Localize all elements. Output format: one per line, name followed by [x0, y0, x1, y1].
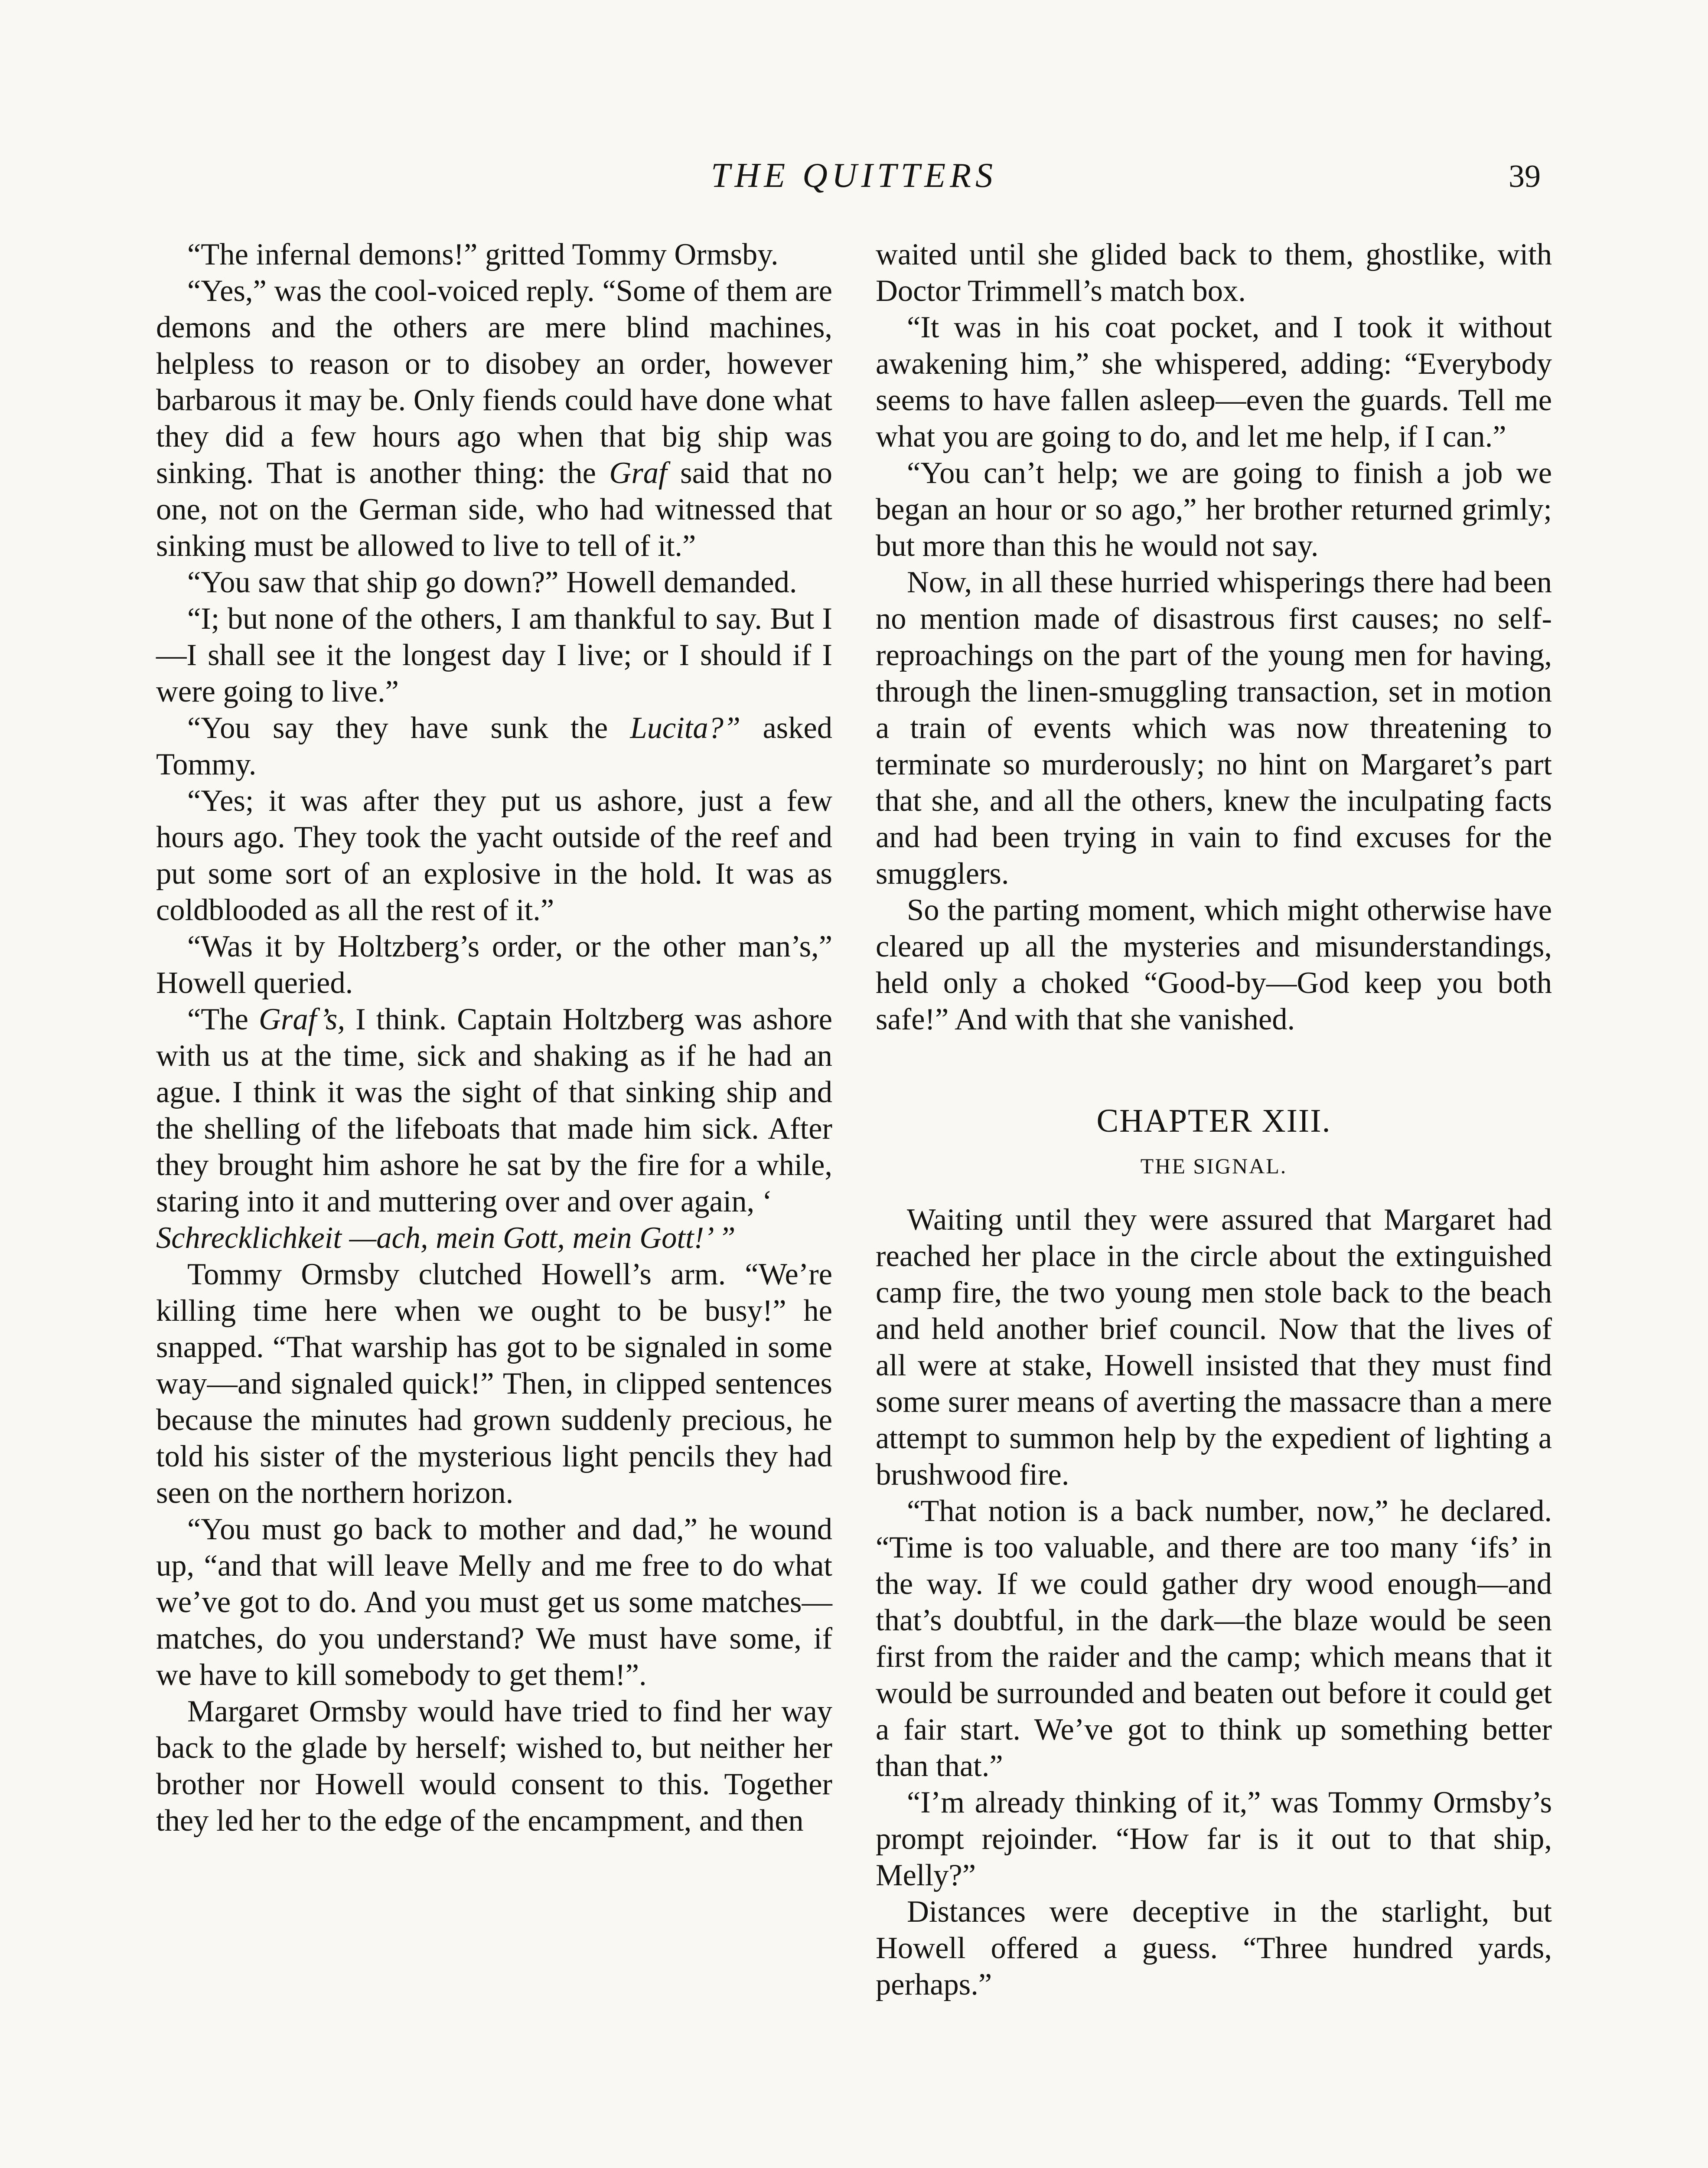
paragraph: [156, 1220, 832, 1256]
right-column-chapter-paragraphs: [876, 1202, 1552, 2003]
chapter-subtitle: THE SIGNAL.: [1140, 1154, 1288, 1178]
paragraph: [156, 783, 832, 928]
italic-text: Graf’s,: [258, 1002, 346, 1036]
paragraph-text: Distances were deceptive in the starlight, but Howell offered a guess. “Three hundred yards, perhaps.”: [876, 1895, 1552, 2001]
paragraph: [156, 710, 832, 783]
paragraph-text: So the parting moment, which might otherwise have cleared up all the mysteries and misunderstandings, held only a choked “Good-by—God keep you both safe!” And with that she vanished.: [876, 893, 1552, 1036]
paragraph-text: “Yes,” was the cool-voiced reply. “Some of them are demons and the others are mere blind machines, helpless to reason or to disobey an order, however barbarous it may be. Only fiends could have done what they did a few hours ago when that big ship was sinking. That is another thing: the: [156, 274, 832, 490]
italic-text: Graf: [609, 456, 667, 490]
paragraph: [876, 564, 1552, 892]
paragraph: [876, 236, 1552, 309]
right-text-column: [876, 236, 1552, 2003]
paragraph-text: “You say they have sunk the: [187, 711, 630, 745]
paragraph: [156, 1511, 832, 1693]
paragraph: [876, 1202, 1552, 1493]
paragraph-text: “The: [187, 1002, 259, 1036]
paragraph-text: Tommy Ormsby clutched Howell’s arm. “We’re killing time here when we ought to be busy!” he snapped. “That warship has got to be signaled in some way—and signaled quick!” Then, in clipped sentences because the minutes had grown suddenly precious, he told his sister of the mysterious light pencils they had seen on the northern horizon.: [156, 1257, 832, 1510]
paragraph-text: said that no one, not on the German side, who had witnessed that sinking must be allowed to live to tell of it.”: [156, 456, 832, 563]
paragraph: [876, 1894, 1552, 2003]
left-text-column: [156, 236, 832, 1839]
paragraph: [156, 928, 832, 1001]
italic-text: Lucita?”: [630, 711, 741, 745]
paragraph: [156, 564, 832, 601]
paragraph: [156, 601, 832, 710]
paragraph-text: waited until she glided back to them, ghostlike, with Doctor Trimmell’s match box.: [876, 238, 1552, 308]
paragraph-text: Margaret Ormsby would have tried to find her way back to the glade by herself; wished to, but neither her brother nor Howell would consent to this. Together they led her to the edge of the encampment, and then: [156, 1695, 832, 1838]
page-number: 39: [1509, 159, 1541, 194]
paragraph: [156, 273, 832, 564]
paragraph-text: “That notion is a back number, now,” he declared. “Time is too valuable, and there are too many ‘ifs’ in the way. If we could gather dry wood enough—and that’s doubtful, in the dark—the blaze would be seen first from the raider and the camp; which means that it would be surrounded and beaten out before it could get a fair start. We’ve got to think up something better than that.”: [876, 1494, 1552, 1783]
paragraph: [156, 1001, 832, 1220]
paragraph-text: Waiting until they were assured that Margaret had reached her place in the circle about the extinguished camp fire, the two young men stole back to the beach and held another brief council. Now that the lives of all were at stake, Howell insisted that they must find some surer means of averting the massacre than a mere attempt to summon help by the expedient of lighting a brushwood fire.: [876, 1203, 1552, 1492]
paragraph: [876, 455, 1552, 564]
paragraph-text: “Was it by Holtzberg’s order, or the other man’s,” Howell queried.: [156, 930, 832, 1000]
paragraph: [156, 1256, 832, 1511]
paragraph-text: “You can’t help; we are going to finish a job we began an hour or so ago,” her brother returned grimly; but more than this he would not say.: [876, 456, 1552, 563]
right-column-top-paragraphs: [876, 236, 1552, 1038]
paragraph: [876, 1493, 1552, 1784]
paragraph-text: “I; but none of the others, I am thankful to say. But I—I shall see it the longest day I live; or I should if I were going to live.”: [156, 602, 832, 709]
italic-text: Schrecklichkeit —ach, mein Gott, mein Gott!’ ”: [156, 1221, 736, 1255]
paragraph-text: “I’m already thinking of it,” was Tommy Ormsby’s prompt rejoinder. “How far is it out to that ship, Melly?”: [876, 1786, 1552, 1892]
paragraph: [876, 309, 1552, 455]
paragraph: [156, 1693, 832, 1839]
paragraph: [876, 1784, 1552, 1894]
paragraph-text: I think. Captain Holtzberg was ashore with us at the time, sick and shaking as if he had an ague. I think it was the sight of that sinking ship and the shelling of the lifeboats that made him sick. After they brought him ashore he sat by the fire for a while, staring into it and muttering over and over again, ‘: [156, 1002, 832, 1218]
paragraph: [876, 892, 1552, 1038]
running-header-title: THE QUITTERS: [711, 157, 997, 195]
paragraph-text: “The infernal demons!” gritted Tommy Ormsby.: [187, 238, 779, 271]
chapter-heading: CHAPTER XIII.: [1096, 1103, 1331, 1139]
paragraph-text: Now, in all these hurried whisperings there had been no mention made of disastrous first causes; no self-reproachings on the part of the young men for having, through the linen-smuggling transaction, set in motion a train of events which was now threatening to terminate so murderously; no hint on Margaret’s part that she, and all the others, knew the inculpating facts and had been trying in vain to find excuses for the smugglers.: [876, 565, 1552, 891]
paragraph-text: “You saw that ship go down?” Howell demanded.: [187, 565, 797, 599]
paragraph-text: “Yes; it was after they put us ashore, just a few hours ago. They took the yacht outside of the reef and put some sort of an explosive in the hold. It was as coldblooded as all the rest of it.”: [156, 784, 832, 927]
paragraph: [156, 236, 832, 273]
paragraph-text: “You must go back to mother and dad,” he wound up, “and that will leave Melly and me free to do what we’ve got to do. And you must get us some matches—matches, do you understand? We must have some, if we have to kill somebody to get them!”.: [156, 1512, 832, 1692]
paragraph-text: asked Tommy.: [156, 711, 832, 781]
paragraph-text: “It was in his coat pocket, and I took it without awakening him,” she whispered, adding: “Everybody seems to have fallen asleep—even the guards. Tell me what you are going to do, and let me help, if I can.”: [876, 310, 1552, 454]
